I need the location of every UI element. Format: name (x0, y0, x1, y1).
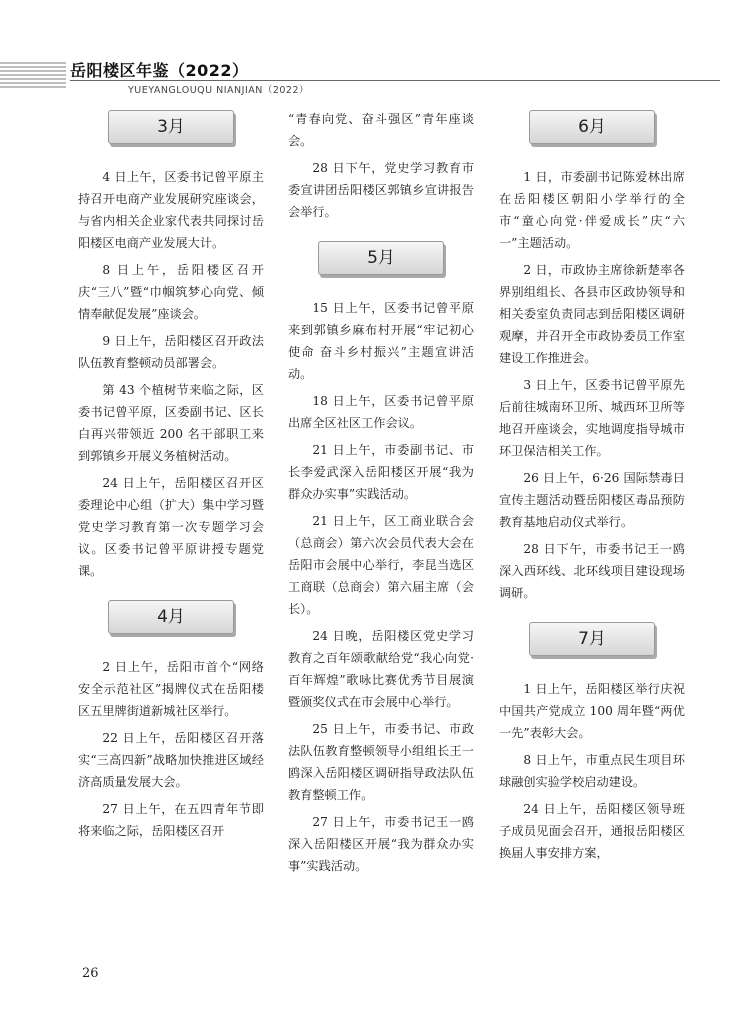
entry-june-2: 2 日，市政协主席徐新楚率各界别组组长、各县市区政协领导和相关委室负责同志到岳阳楼区调研观摩，并召开全市政协委员工作室建设工作推进会。 (499, 263, 685, 365)
entry-july-2: 8 日上午，市重点民生项目环球融创实验学校启动建设。 (499, 753, 685, 789)
entry-may-3: 21 日上午，市委副书记、市长李爱武深入岳阳楼区开展“我为群众办实事”实践活动。 (288, 443, 474, 501)
entry-may-1: 15 日上午，区委书记曾平原来到郭镇乡麻布村开展“牢记初心使命 奋斗乡村振兴”主题宣讲活动。 (288, 301, 474, 381)
entry-june-4: 26 日上午，6·26 国际禁毒日宣传主题活动暨岳阳楼区毒品预防教育基地启动仪式举行。 (499, 471, 685, 529)
entry-april-3-continued: “青春向党、奋斗强区”青年座谈会。 (288, 112, 474, 148)
entry-may-5: 24 日晚，岳阳楼区党史学习教育之百年颂歌献给党“我心向党·百年辉煌”歌咏比赛优秀节目展演暨颁奖仪式在市会展中心举行。 (288, 629, 474, 709)
page-number: 26 (82, 966, 99, 981)
month-heading-april: 4月 (108, 600, 234, 634)
entry-march-5: 24 日上午，岳阳楼区召开区委理论中心组（扩大）集中学习暨党史学习教育第一次专题学习会议。区委书记曾平原讲授专题党课。 (78, 476, 264, 578)
entry-may-4: 21 日上午，区工商业联合会（总商会）第六次会员代表大会在岳阳市会展中心举行，李昆当选区工商联（总商会）第六届主席（会长）。 (288, 514, 474, 616)
header-rule (70, 80, 720, 81)
column-3 (499, 108, 685, 869)
entry-july-1: 1 日上午，岳阳楼区举行庆祝中国共产党成立 100 周年暨“两优一先”表彰大会。 (499, 682, 685, 740)
entry-june-1: 1 日，市委副书记陈爱林出席在岳阳楼区朝阳小学举行的全市“童心向党·伴爱成长”庆“六一”主题活动。 (499, 170, 685, 250)
entry-march-4: 第 43 个植树节来临之际，区委书记曾平原，区委副书记、区长白再兴带领近 200 名干部职工来到郭镇乡开展义务植树活动。 (78, 383, 264, 463)
column-1 (78, 108, 264, 847)
entry-march-3: 9 日上午，岳阳楼区召开政法队伍教育整顿动员部署会。 (78, 334, 264, 370)
column-2 (288, 108, 474, 882)
month-heading-june: 6月 (529, 110, 655, 144)
yearbook-subtitle: YUEYANGLOUQU NIANJIAN（2022） (128, 85, 310, 96)
month-heading-may: 5月 (318, 241, 444, 275)
entry-may-6: 25 日上午，市委书记、市政法队伍教育整顿领导小组组长王一鸥深入岳阳楼区调研指导政法队伍教育整顿工作。 (288, 722, 474, 802)
entry-march-1: 4 日上午，区委书记曾平原主持召开电商产业发展研究座谈会，与省内相关企业家代表共同探讨岳阳楼区电商产业发展大计。 (78, 170, 264, 250)
entry-april-1: 2 日上午，岳阳市首个“网络安全示范社区”揭牌仪式在岳阳楼区五里牌街道新城社区举行。 (78, 660, 264, 718)
entry-may-7: 27 日上午，市委书记王一鸥深入岳阳楼区开展“我为群众办实事”实践活动。 (288, 815, 474, 873)
header-stripes (0, 62, 66, 88)
yearbook-title: 岳阳楼区年鉴（2022） (70, 61, 249, 80)
month-heading-march: 3月 (108, 110, 234, 144)
entry-march-2: 8 日上午，岳阳楼区召开庆“三八”暨“巾帼筑梦心向党、倾情奉献促发展”座谈会。 (78, 263, 264, 321)
entry-april-3: 27 日上午，在五四青年节即将来临之际，岳阳楼区召开 (78, 802, 264, 838)
entry-june-5: 28 日下午，市委书记王一鸥深入西环线、北环线项目建设现场调研。 (499, 542, 685, 600)
entry-july-3: 24 日上午，岳阳楼区领导班子成员见面会召开，通报岳阳楼区换届人事安排方案， (499, 802, 685, 860)
entry-april-4: 28 日下午，党史学习教育市委宣讲团岳阳楼区郭镇乡宣讲报告会举行。 (288, 161, 474, 219)
entry-april-2: 22 日上午，岳阳楼区召开落实“三高四新”战略加快推进区域经济高质量发展大会。 (78, 731, 264, 789)
entry-june-3: 3 日上午，区委书记曾平原先后前往城南环卫所、城西环卫所等地召开座谈会，实地调度指导城市环卫保洁相关工作。 (499, 378, 685, 458)
month-heading-july: 7月 (529, 622, 655, 656)
entry-may-2: 18 日上午，区委书记曾平原出席全区社区工作会议。 (288, 394, 474, 430)
